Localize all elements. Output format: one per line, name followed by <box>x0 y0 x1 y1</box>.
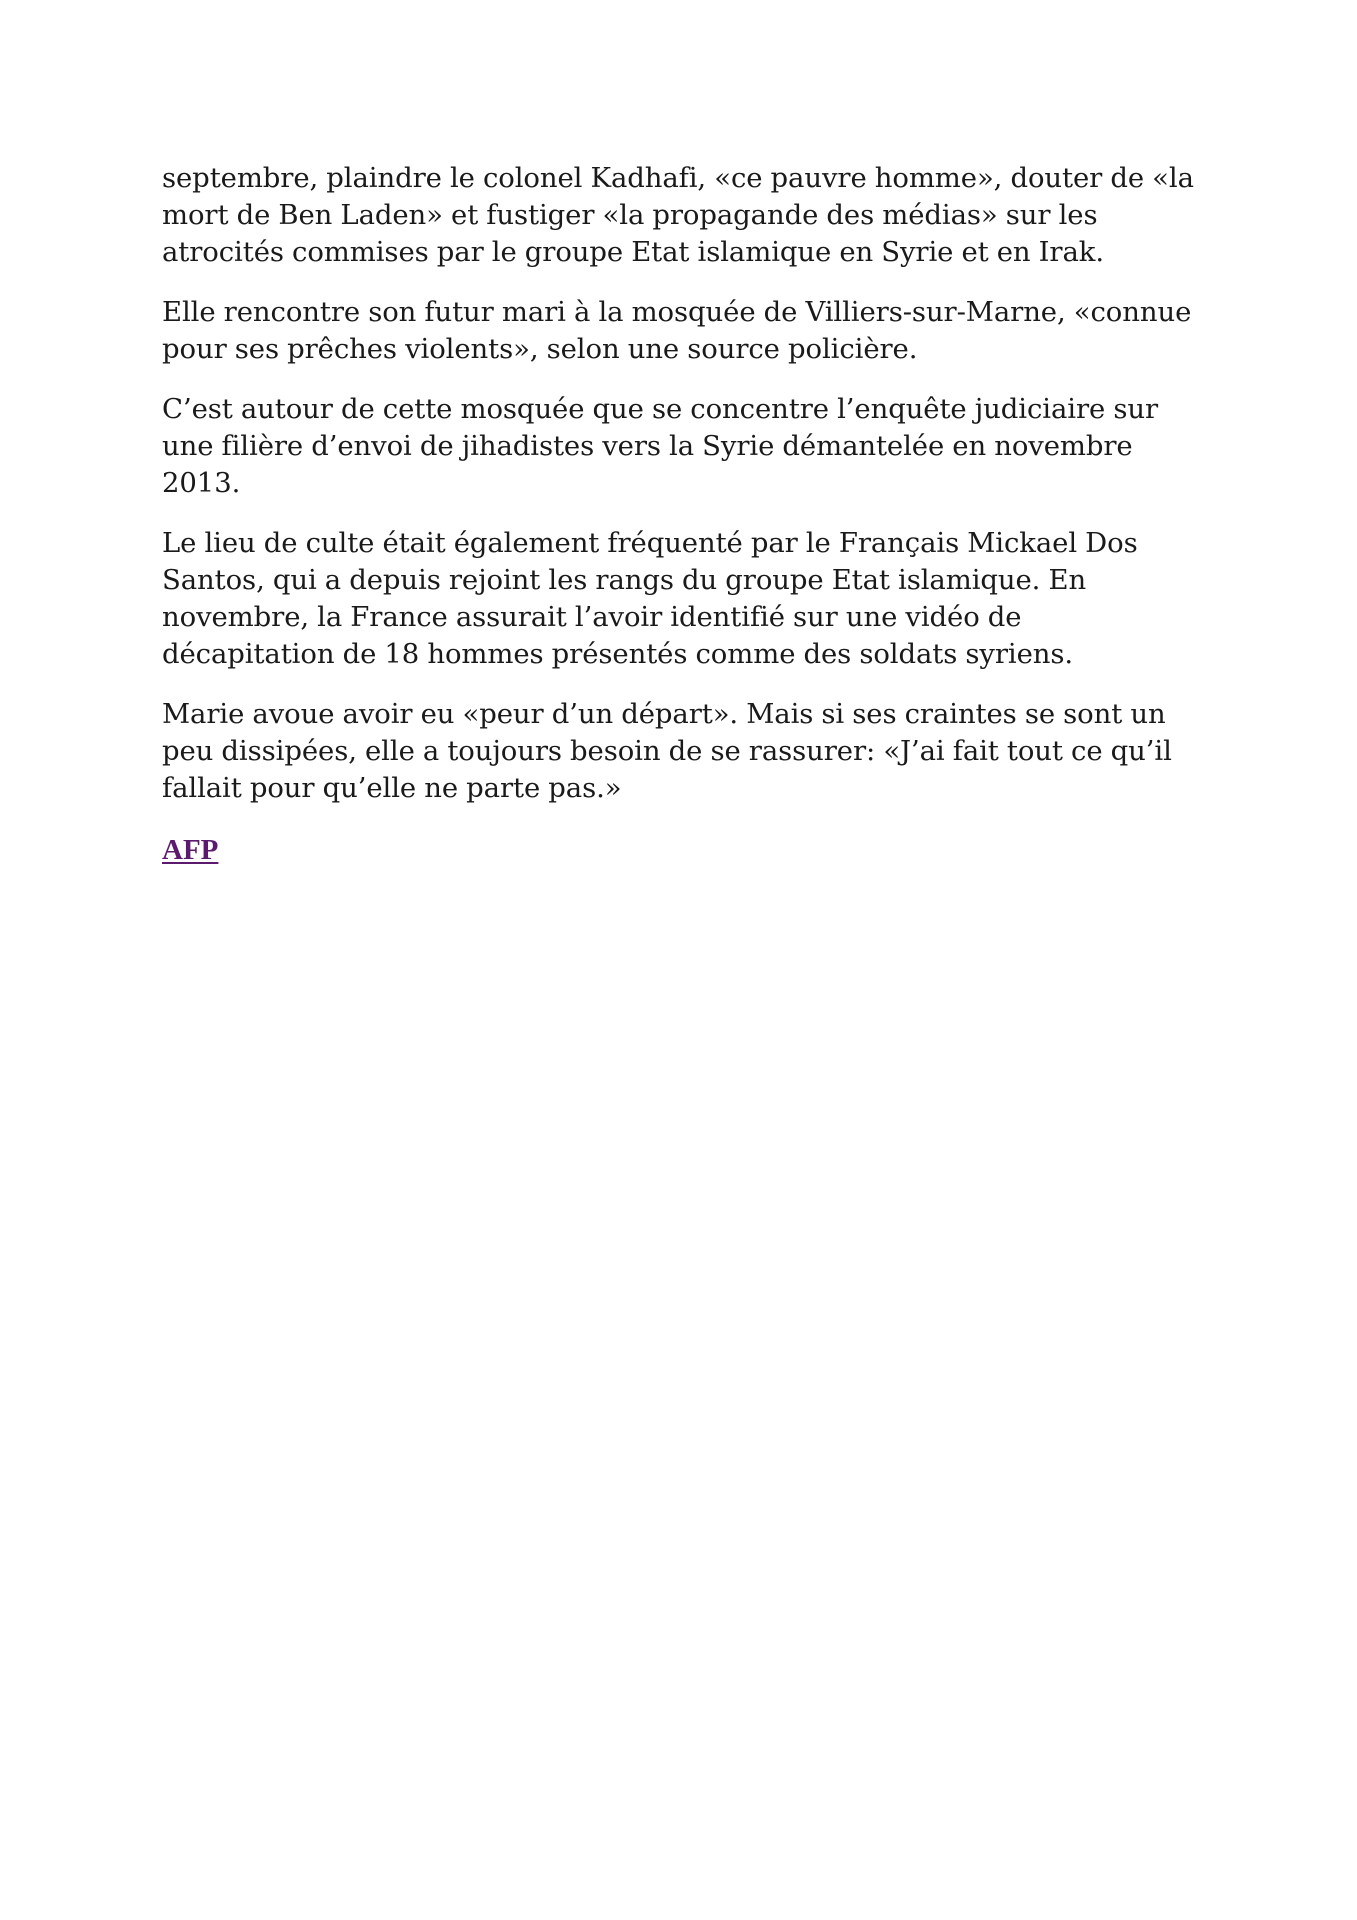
article-paragraph: Elle rencontre son futur mari à la mosquée de Villiers-sur-Marne, «connue pour ses prêches violents», selon une source policière. <box>162 296 1192 365</box>
article-paragraph: Le lieu de culte était également fréquenté par le Français Mickael Dos Santos, qui a depuis rejoint les rangs du groupe Etat islamique. En novembre, la France assurait l’avoir identifié sur une vidéo de décapitation de 18 hommes présentés comme des soldats syriens. <box>162 527 1138 670</box>
article-body <box>162 160 1202 869</box>
source-link-afp[interactable]: AFP <box>162 834 219 866</box>
article-paragraph: C’est autour de cette mosquée que se concentre l’enquête judiciaire sur une filière d’envoi de jihadistes vers la Syrie démantelée en novembre 2013. <box>162 393 1159 499</box>
article-paragraph: septembre, plaindre le colonel Kadhafi, «ce pauvre homme», douter de «la mort de Ben Laden» et fustiger «la propagande des médias» sur les atrocités commises par le groupe Etat islamique en Syrie et en Irak. <box>162 162 1194 268</box>
article-paragraph: Marie avoue avoir eu «peur d’un départ». Mais si ses craintes se sont un peu dissipées, elle a toujours besoin de se rassurer: «J’ai fait tout ce qu’il fallait pour qu’elle ne parte pas.» <box>162 698 1172 804</box>
